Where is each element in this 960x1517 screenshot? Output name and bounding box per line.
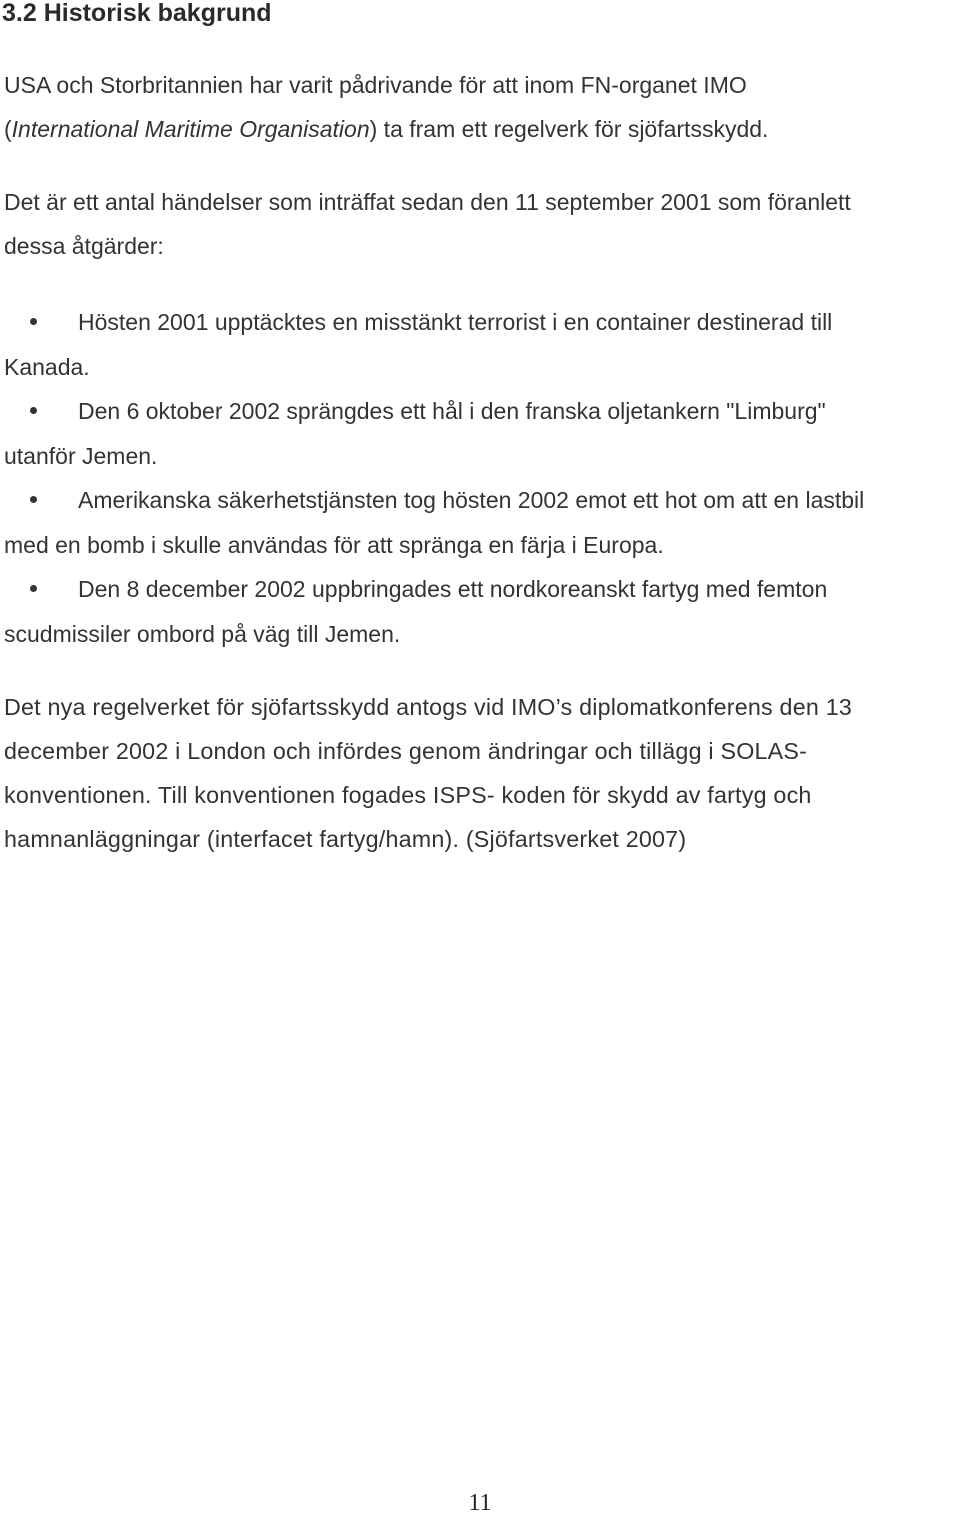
list-item: [4, 478, 956, 567]
list-item-text: Den 8 december 2002 uppbringades ett nordkoreanskt fartyg med femton: [78, 576, 828, 602]
paragraph-line: Det är ett antal händelser som inträffat sedan den 11 september 2001 som föranlett: [4, 189, 851, 215]
list-item-continuation: med en bomb i skulle användas för att spränga en färja i Europa.: [4, 531, 664, 558]
list-item-continuation: Kanada.: [4, 353, 90, 380]
paragraph-line: december 2002 i London och infördes genom ändringar och tillägg i SOLAS-: [4, 738, 808, 764]
list-item: [4, 567, 956, 656]
bullet-dot-icon: [30, 585, 37, 592]
list-item: [4, 300, 956, 389]
list-item-text: Hösten 2001 upptäcktes en misstänkt terrorist i en container destinerad till: [78, 309, 833, 335]
paragraph-line: konventionen. Till konventionen fogades ISPS- koden för skydd av fartyg och: [4, 782, 812, 808]
paragraph-line: [4, 107, 956, 151]
bullet-dot-icon: [30, 318, 37, 325]
paragraph-regulation: [4, 685, 956, 861]
list-item: [4, 389, 956, 478]
events-bullet-list: [4, 300, 956, 656]
paragraph-line: hamnanläggningar (interfacet fartyg/hamn). (Sjöfartsverket 2007): [4, 826, 687, 852]
paragraph-background: [4, 63, 956, 151]
list-item-text: Amerikanska säkerhetstjänsten tog hösten 2002 emot ett hot om att en lastbil: [78, 487, 865, 513]
bullet-dot-icon: [30, 407, 37, 414]
paragraph-line: Det nya regelverket för sjöfartsskydd antogs vid IMO’s diplomatkonferens den 13: [4, 694, 853, 720]
page-number: 11: [468, 1490, 492, 1516]
bullet-dot-icon: [30, 496, 37, 503]
list-item-continuation: utanför Jemen.: [4, 442, 158, 469]
imo-full-name: International Maritime Organisation: [11, 116, 370, 142]
paragraph-line-rest: ) ta fram ett regelverk för sjöfartsskydd.: [369, 116, 769, 142]
paragraph-events-intro: [4, 180, 956, 268]
paren-open: (: [4, 116, 12, 142]
list-item-text: Den 6 oktober 2002 sprängdes ett hål i den franska oljetankern "Limburg": [78, 398, 826, 424]
list-item-continuation: scudmissiler ombord på väg till Jemen.: [4, 620, 401, 647]
paragraph-line: dessa åtgärder:: [4, 233, 164, 259]
section-heading: 3.2 Historisk bakgrund: [2, 0, 272, 27]
paragraph-line: USA och Storbritannien har varit pådrivande för att inom FN-organet IMO: [4, 72, 747, 98]
